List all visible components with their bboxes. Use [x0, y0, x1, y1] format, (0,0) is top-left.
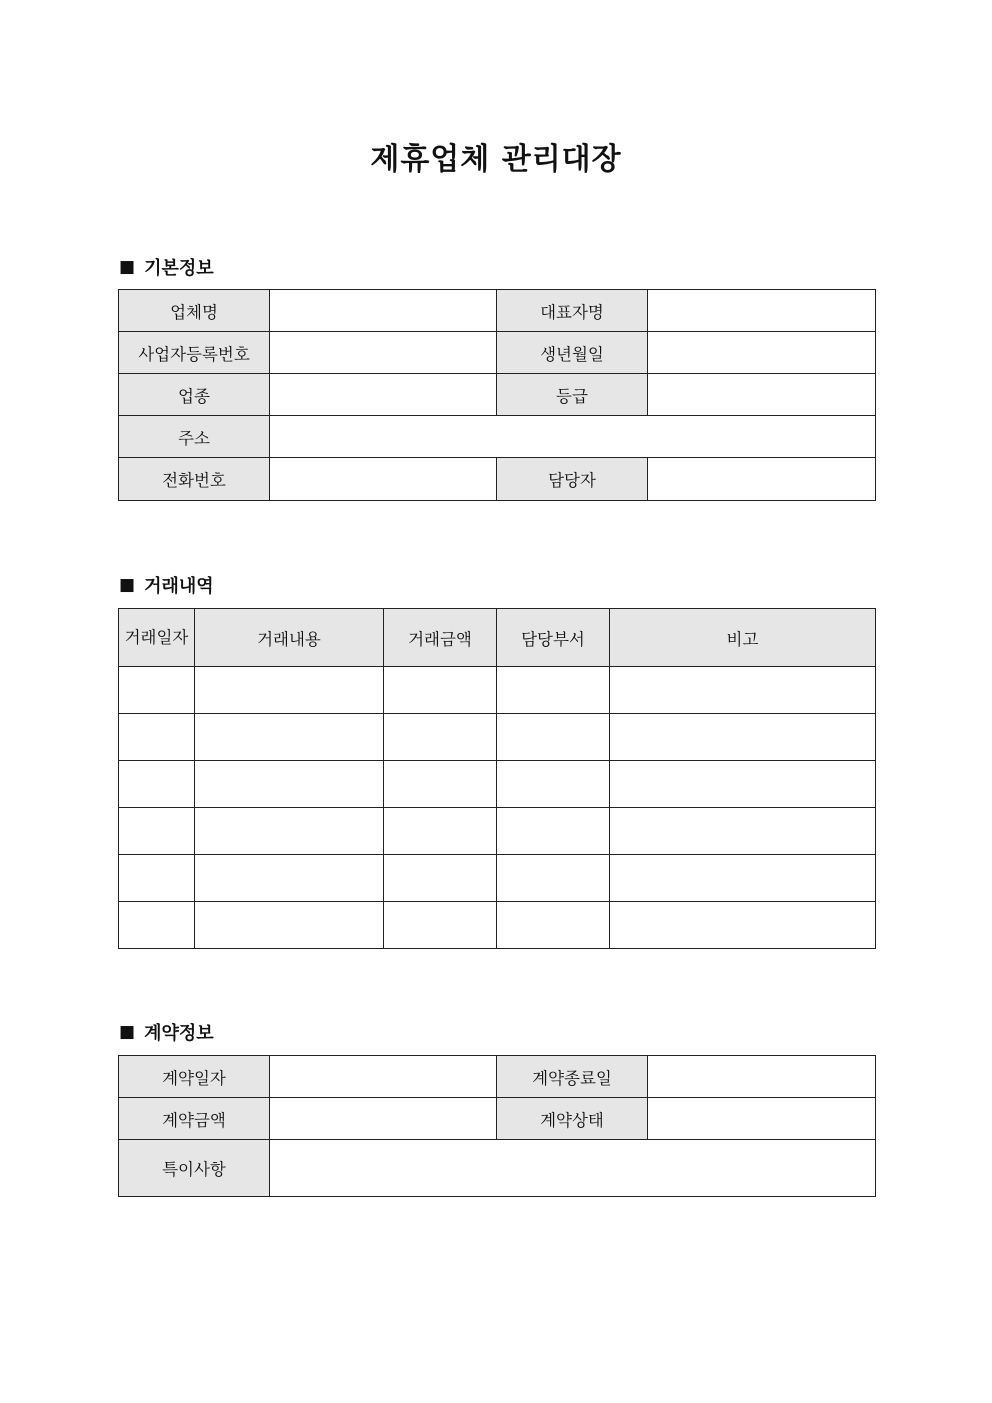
table-header-row — [119, 609, 876, 667]
transaction-date-cell[interactable] — [119, 808, 195, 855]
department-cell[interactable] — [497, 714, 610, 761]
transaction-content-cell[interactable] — [195, 714, 384, 761]
document-title: 제휴업체 관리대장 — [370, 142, 622, 177]
contract-status-field[interactable] — [648, 1098, 876, 1140]
table-row — [119, 667, 876, 714]
table-row — [119, 714, 876, 761]
grade-label: 등급 — [497, 374, 648, 416]
contract-amount-label: 계약금액 — [119, 1098, 270, 1140]
ceo-name-field[interactable] — [648, 290, 876, 332]
grade-field[interactable] — [648, 374, 876, 416]
transaction-content-cell[interactable] — [195, 855, 384, 902]
contract-date-field[interactable] — [270, 1056, 497, 1098]
contract-end-date-field[interactable] — [648, 1056, 876, 1098]
note-cell[interactable] — [610, 855, 876, 902]
industry-label: 업종 — [119, 374, 270, 416]
basic-info-table — [118, 289, 876, 501]
company-name-label: 업체명 — [119, 290, 270, 332]
note-cell[interactable] — [610, 714, 876, 761]
transaction-date-cell[interactable] — [119, 667, 195, 714]
business-number-field[interactable] — [270, 332, 497, 374]
section-heading-basic — [119, 254, 214, 280]
address-field[interactable] — [270, 416, 876, 458]
remarks-label: 특이사항 — [119, 1140, 270, 1197]
note-cell[interactable] — [610, 667, 876, 714]
transaction-amount-cell[interactable] — [384, 761, 497, 808]
square-bullet-icon: ■ — [119, 1022, 136, 1042]
contract-date-label: 계약일자 — [119, 1056, 270, 1098]
transaction-amount-cell[interactable] — [384, 667, 497, 714]
section-heading-contract — [119, 1019, 214, 1045]
transaction-content-header: 거래내용 — [195, 609, 384, 667]
note-cell[interactable] — [610, 902, 876, 949]
business-number-label: 사업자등록번호 — [119, 332, 270, 374]
table-row — [119, 902, 876, 949]
department-cell[interactable] — [497, 808, 610, 855]
transaction-content-cell[interactable] — [195, 902, 384, 949]
transaction-amount-cell[interactable] — [384, 714, 497, 761]
table-row — [119, 855, 876, 902]
transaction-content-cell[interactable] — [195, 808, 384, 855]
contract-status-label: 계약상태 — [497, 1098, 648, 1140]
transaction-date-cell[interactable] — [119, 761, 195, 808]
square-bullet-icon: ■ — [119, 575, 136, 595]
phone-field[interactable] — [270, 458, 497, 501]
department-cell[interactable] — [497, 902, 610, 949]
section-heading-basic-label: 기본정보 — [144, 258, 214, 279]
note-header: 비고 — [610, 609, 876, 667]
birth-date-label: 생년월일 — [497, 332, 648, 374]
transaction-amount-header: 거래금액 — [384, 609, 497, 667]
transaction-amount-cell[interactable] — [384, 902, 497, 949]
note-cell[interactable] — [610, 761, 876, 808]
transaction-amount-cell[interactable] — [384, 808, 497, 855]
transaction-date-cell[interactable] — [119, 714, 195, 761]
address-label: 주소 — [119, 416, 270, 458]
transaction-date-header: 거래일자 — [119, 609, 195, 667]
note-cell[interactable] — [610, 808, 876, 855]
transaction-date-cell[interactable] — [119, 855, 195, 902]
transactions-table — [118, 608, 876, 949]
table-row — [119, 808, 876, 855]
phone-label: 전화번호 — [119, 458, 270, 501]
contract-info-table — [118, 1055, 876, 1197]
transaction-content-cell[interactable] — [195, 761, 384, 808]
transaction-content-cell[interactable] — [195, 667, 384, 714]
department-cell[interactable] — [497, 667, 610, 714]
industry-field[interactable] — [270, 374, 497, 416]
section-heading-contract-label: 계약정보 — [144, 1023, 214, 1044]
company-name-field[interactable] — [270, 290, 497, 332]
section-heading-transactions — [119, 572, 214, 598]
birth-date-field[interactable] — [648, 332, 876, 374]
transaction-amount-cell[interactable] — [384, 855, 497, 902]
department-header: 담당부서 — [497, 609, 610, 667]
contract-end-date-label: 계약종료일 — [497, 1056, 648, 1098]
remarks-field[interactable] — [270, 1140, 876, 1197]
department-cell[interactable] — [497, 855, 610, 902]
manager-field[interactable] — [648, 458, 876, 501]
transaction-date-cell[interactable] — [119, 902, 195, 949]
ceo-name-label: 대표자명 — [497, 290, 648, 332]
section-heading-transactions-label: 거래내역 — [144, 576, 214, 597]
table-row — [119, 761, 876, 808]
contract-amount-field[interactable] — [270, 1098, 497, 1140]
square-bullet-icon: ■ — [119, 257, 136, 277]
department-cell[interactable] — [497, 761, 610, 808]
manager-label: 담당자 — [497, 458, 648, 501]
